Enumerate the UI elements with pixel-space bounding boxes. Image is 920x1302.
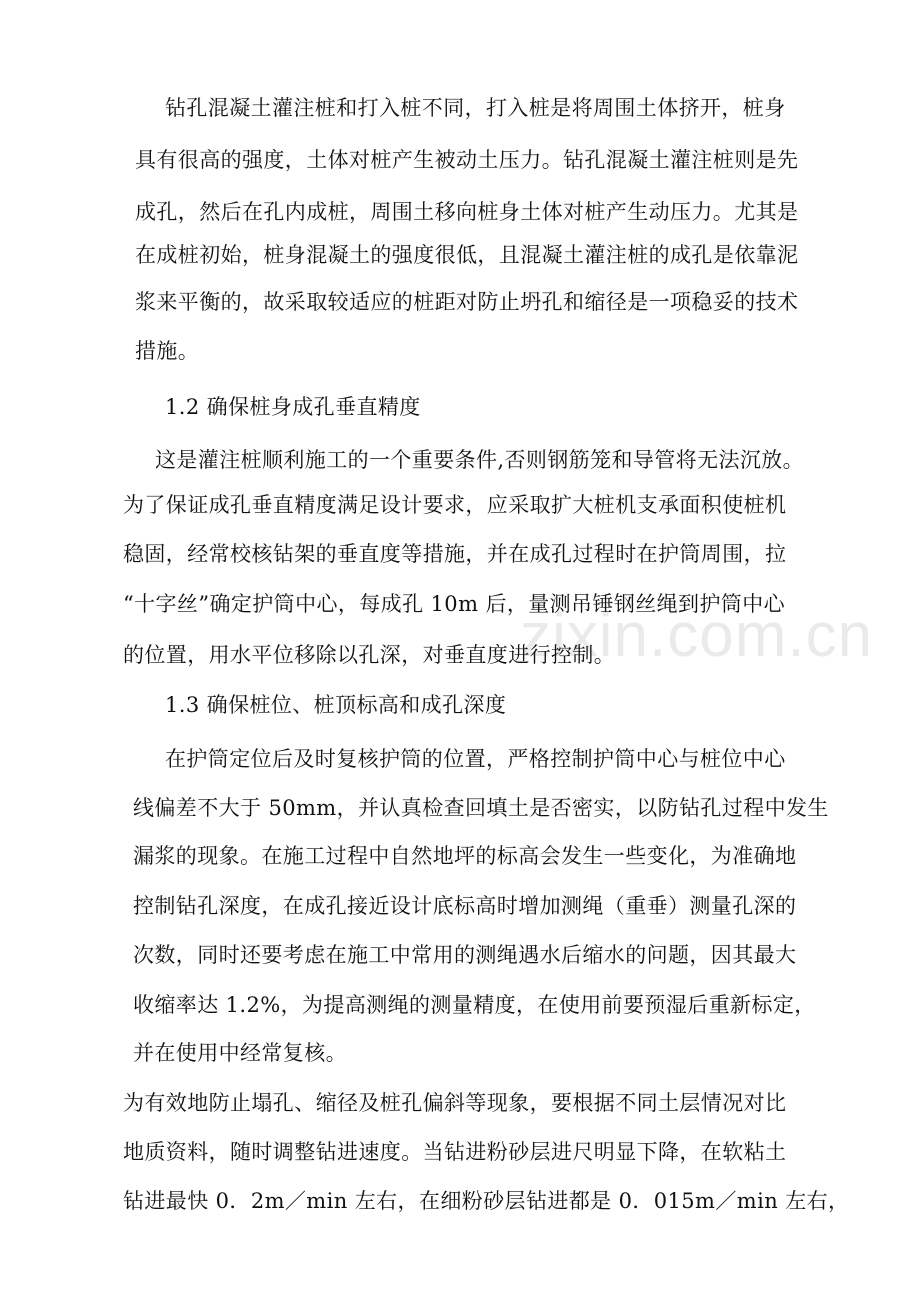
section-heading: 1.3 确保桩位、桩顶标高和成孔深度 bbox=[165, 693, 507, 717]
body-text-line: 在护筒定位后及时复核护筒的位置，严格控制护筒中心与桩位中心 bbox=[165, 747, 786, 771]
watermark: zixin.com.cn bbox=[520, 601, 874, 670]
body-text-line: 成孔，然后在孔内成桩，周围土移向桩身土体对桩产生动压力。尤其是 bbox=[135, 200, 799, 224]
body-text-line: 浆来平衡的，故采取较适应的桩距对防止坍孔和缩径是一项稳妥的技术 bbox=[135, 290, 799, 314]
body-text-line: 为有效地防止塌孔、缩径及桩孔偏斜等现象，要根据不同土层情况对比 bbox=[123, 1091, 787, 1115]
body-text-line: 次数，同时还要考虑在施工中常用的测绳遇水后缩水的问题，因其最大 bbox=[133, 943, 797, 967]
body-text-line: 收缩率达 1.2%，为提高测绳的测量精度，在使用前要预湿后重新标定， bbox=[133, 993, 816, 1017]
body-text-line: 的位置，用水平位移除以孔深，对垂直度进行控制。 bbox=[123, 643, 616, 667]
body-text-line: 钻孔混凝土灌注桩和打入桩不同，打入桩是将周围土体挤开，桩身 bbox=[165, 96, 786, 120]
body-text-line: 措施。 bbox=[135, 339, 200, 363]
section-heading: 1.2 确保桩身成孔垂直精度 bbox=[165, 395, 421, 419]
body-text-line: 这是灌注桩顺利施工的一个重要条件,否则钢筋笼和导管将无法沉放。 bbox=[155, 448, 805, 472]
body-text-line: 稳固，经常校核钻架的垂直度等措施，并在成孔过程时在护筒周围，拉 bbox=[123, 542, 787, 566]
body-text-line: 为了保证成孔垂直精度满足设计要求，应采取扩大桩机支承面积使桩机 bbox=[123, 493, 787, 517]
body-text-line: 具有很高的强度，土体对桩产生被动土压力。钻孔混凝土灌注桩则是先 bbox=[135, 148, 799, 172]
body-text-line: 钻进最快 0．2m／min 左右，在细粉砂层钻进都是 0．015m／min 左右， bbox=[123, 1189, 850, 1213]
body-text-line: 线偏差不大于 50mm，并认真检查回填土是否密实，以防钻孔过程中发生 bbox=[133, 796, 829, 820]
body-text-line: 并在使用中经常复核。 bbox=[133, 1041, 347, 1065]
body-text-line: 在成桩初始，桩身混凝土的强度很低，且混凝土灌注桩的成孔是依靠泥 bbox=[135, 243, 799, 267]
body-text-line: 地质资料，随时调整钻进速度。当钻进粉砂层进尺明显下降，在软粘土 bbox=[123, 1140, 787, 1164]
body-text-line: 漏浆的现象。在施工过程中自然地坪的标高会发生一些变化，为准确地 bbox=[133, 844, 797, 868]
body-text-line: “十字丝”确定护筒中心，每成孔 10m 后，量测吊锤钢丝绳到护筒中心 bbox=[123, 592, 786, 616]
body-text-line: 控制钻孔深度，在成孔接近设计底标高时增加测绳（重垂）测量孔深的 bbox=[133, 894, 797, 918]
